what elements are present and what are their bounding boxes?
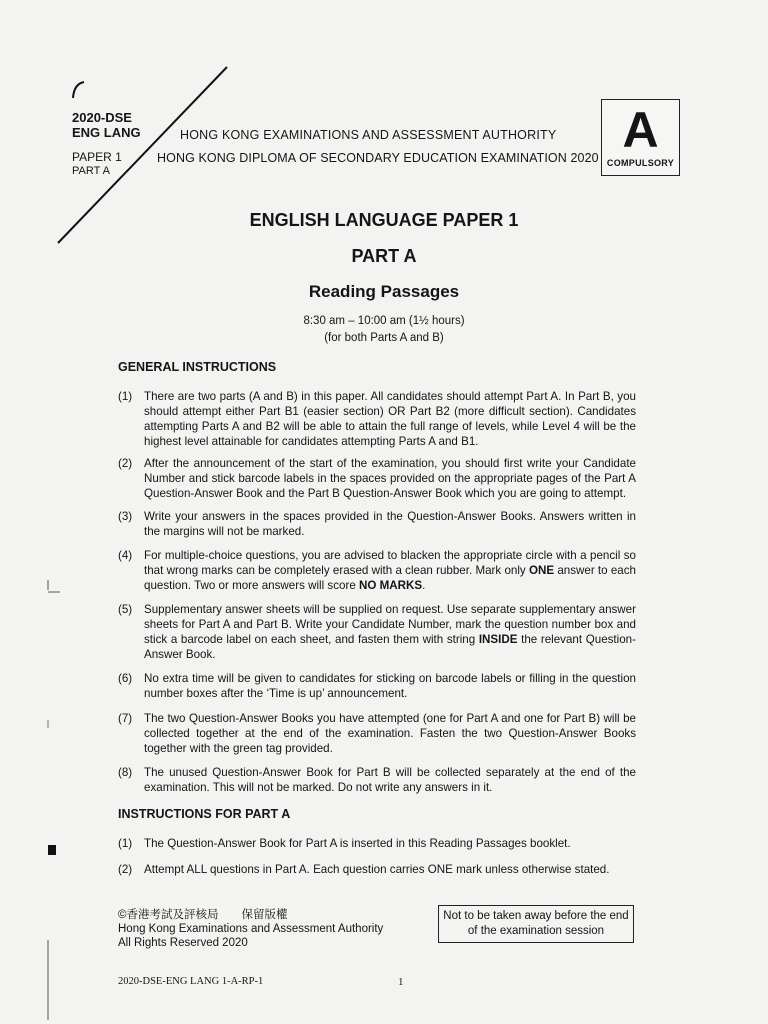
- badge-letter: A: [622, 102, 659, 158]
- copyright-authority: Hong Kong Examinations and Assessment Authority: [118, 923, 384, 935]
- copyright-rights: All Rights Reserved 2020: [118, 937, 248, 949]
- paper-code: 2020-DSE: [72, 110, 132, 125]
- exam-time: [0, 313, 768, 347]
- exam-name: HONG KONG DIPLOMA OF SECONDARY EDUCATION EXAMINATION 2020: [157, 151, 599, 165]
- instruction-item: (7) The two Question-Answer Books you have attempted (one for Part A and one for Part B) will be collected together at the end of the examination. Fasten the two Question-Answer Books together with the green tag provided.: [118, 712, 636, 755]
- copyright-chinese: ©香港考試及評核局 保留版權: [118, 909, 288, 921]
- authority-name: HONG KONG EXAMINATIONS AND ASSESSMENT AUTHORITY: [180, 128, 557, 142]
- booklet-title: Reading Passages: [308, 282, 460, 301]
- paper-part: PART A: [72, 165, 110, 177]
- paper-code-block: [72, 110, 141, 177]
- part-a-item: (2) Attempt ALL questions in Part A. Each question carries ONE mark unless otherwise stated.: [118, 863, 610, 876]
- part-a-item: (1) The Question-Answer Book for Part A is inserted in this Reading Passages booklet.: [118, 837, 571, 850]
- corner-mark-icon: [73, 82, 84, 98]
- instruction-item: (4) For multiple-choice questions, you are advised to blacken the appropriate circle with a pencil so that wrong marks can be completely erased with a clean rubber. Mark only ONE answer to each question. Two or more answers will score NO MARKS.: [118, 549, 636, 592]
- compulsory-badge: [601, 99, 680, 176]
- badge-label: COMPULSORY: [606, 158, 675, 168]
- copyright-block: [118, 908, 383, 950]
- instruction-item: (3) Write your answers in the spaces provided in the Question-Answer Books. Answers written in the margins will not be marked.: [118, 510, 636, 538]
- exam-time-range: 8:30 am – 10:00 am (1½ hours): [303, 315, 465, 327]
- footer-code: 2020-DSE-ENG LANG 1-A-RP-1: [118, 976, 264, 987]
- instruction-item: (1) There are two parts (A and B) in this paper. All candidates should attempt Part A. In Part B, you should attempt either Part B1 (easier section) OR Part B2 (more difficult section). Candidates attempting Parts A and B2 will be able to attain the full range of levels, while Level 4 will be the highest level attainable for candidates attempting Parts A and B1.: [118, 390, 636, 448]
- exam-time-note: (for both Parts A and B): [324, 332, 444, 344]
- part-a-instructions-heading: INSTRUCTIONS FOR PART A: [118, 807, 291, 821]
- paper-number: PAPER 1: [72, 150, 122, 164]
- instruction-item: (2) After the announcement of the start of the examination, you should first write your Candidate Number and stick barcode labels in the spaces provided on the appropriate pages of the Part A Question-Answer Book and the Part B Question-Answer Book which you are going to attempt.: [118, 457, 636, 500]
- margin-marks: [40, 420, 60, 1020]
- part-title: PART A: [351, 246, 417, 266]
- paper-subject: ENG LANG: [72, 125, 141, 140]
- instruction-item: (8) The unused Question-Answer Book for Part B will be collected separately at the end of the examination. This will not be marked. Do not write any answers in it.: [118, 766, 636, 794]
- instruction-item: (5) Supplementary answer sheets will be supplied on request. Use separate supplementary answer sheets for Part A and Part B. Write your Candidate Number, mark the question number box and stick a barcode label on each sheet, and fasten them with string INSIDE the relevant Question-Answer Book.: [118, 603, 636, 661]
- paper-title: ENGLISH LANGUAGE PAPER 1: [249, 210, 519, 230]
- general-instructions-heading: GENERAL INSTRUCTIONS: [118, 360, 277, 374]
- notice-box: Not to be taken away before the end of the examination session: [438, 905, 634, 943]
- instruction-item: (6) No extra time will be given to candidates for sticking on barcode labels or filling in the question number boxes after the ‘Time is up’ announcement.: [118, 672, 636, 700]
- page-number: 1: [398, 976, 404, 988]
